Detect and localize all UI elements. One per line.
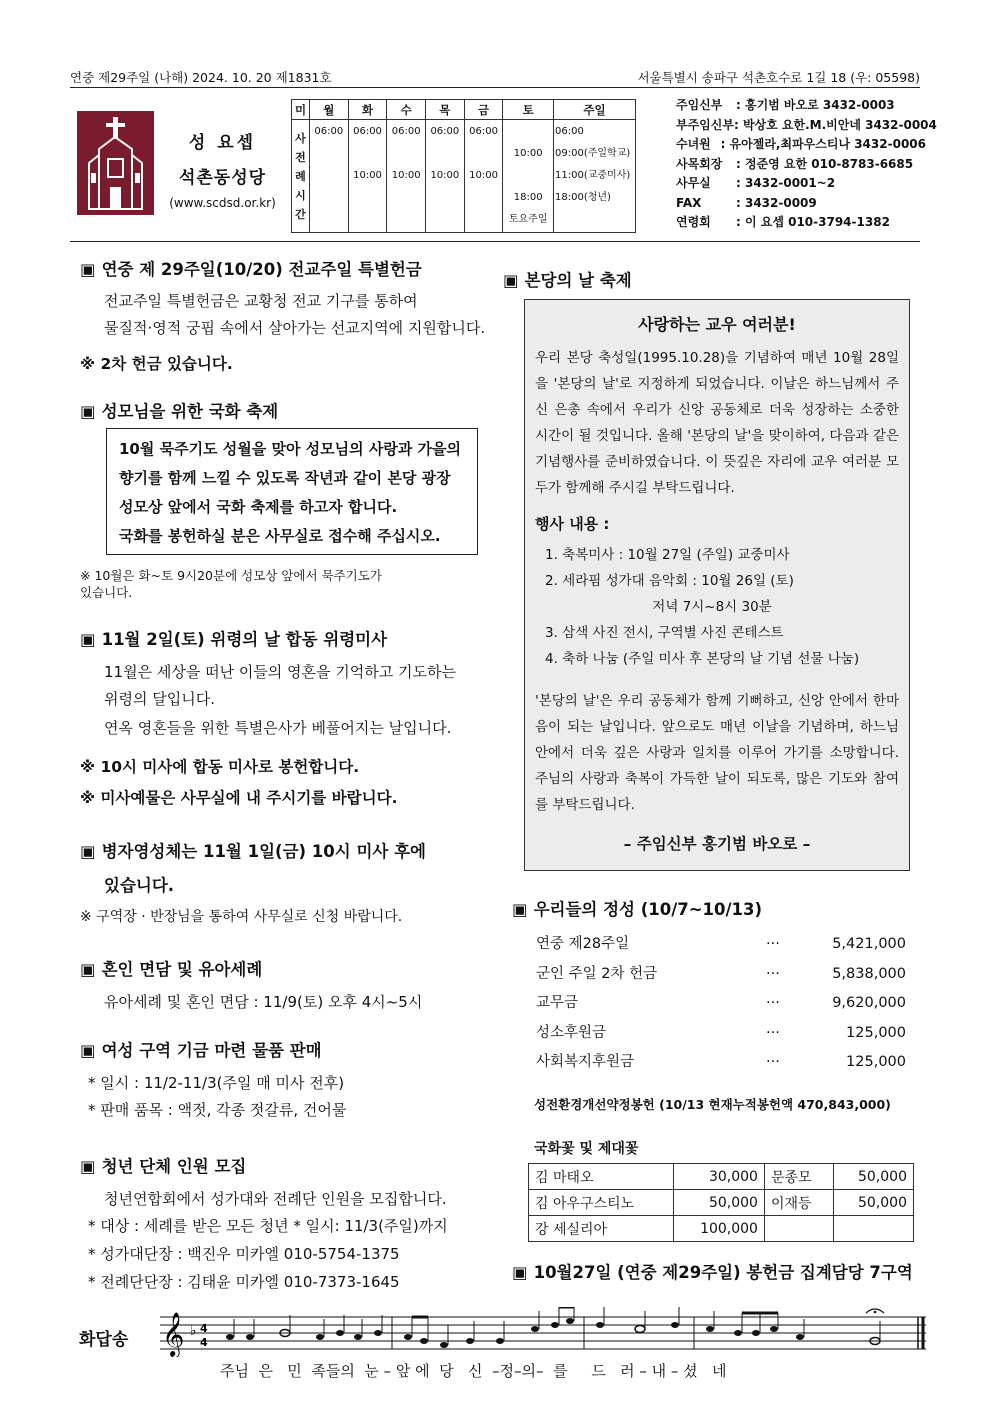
mass-col-wed: 06:00 10:00: [387, 120, 426, 233]
psalm-lyrics: 주님 은 민 족들의 눈 – 앞 에 당 신 –정–의– 를 드 러 – 내 – 셨 네: [220, 1362, 727, 1380]
offerings-list: [536, 930, 906, 1078]
issue-info: 연중 제29주일 (나해) 2024. 10. 20 제1831호: [70, 70, 332, 85]
square-bullet-icon: ▣: [503, 271, 519, 290]
square-bullet-icon: ▣: [80, 960, 96, 979]
mass-schedule-table: [291, 99, 636, 233]
section-title: 11월 2일(토) 위령의 날 합동 위령미사: [101, 630, 388, 649]
paragraph: * 일시 : 11/2-11/3(주일 매 미사 전후): [88, 1074, 345, 1092]
mass-header-thu: 목: [426, 100, 465, 120]
church-name-2: 석촌동성당: [178, 168, 267, 188]
mass-col-sat: 10:00 18:00 토요주일: [503, 120, 554, 233]
mass-col-tue: 06:00 10:00: [348, 120, 387, 233]
contact-row: 수녀원 : 유아젤라,최파우스티나 3432-0006: [676, 137, 926, 151]
event-list: 1. 축복미사 : 10월 27일 (주일) 교중미사 2. 세라핌 성가대 음악회 : 10월 26일 (토) 저녁 7시~8시 30분 3. 삼색 사진 전시, 구역별 사진 콘테스트 4. 축하 나눔 (주일 미사 후 본당의 날 기념 선물 나눔): [545, 547, 860, 667]
church-name-1: 성 요셉: [188, 133, 257, 153]
contact-row: 사목회장 : 정준영 요한 010-8783-6685: [676, 156, 914, 171]
table-row: 강 세실리아 100,000: [529, 1216, 914, 1242]
church-building-icon: [77, 111, 154, 215]
events-title: 행사 내용 :: [535, 515, 610, 533]
table-row: 김 마태오 30,000 문종모 50,000: [529, 1164, 914, 1190]
paragraph: 우리 본당 축성일(1995.10.28)을 기념하여 매년 10월 28일을 '본당의 날'로 지정하게 되었습니다. 이날은 하느님께서 주신 은총 속에서 우리가 신앙 공동체로 더욱 성장하는 소중한 시간이 될 것입니다. 올해 '본당의 날'을 맞이하여, 다음과 같은 기념행사를 준비하였습니다. 이 뜻깊은 자리에 교우 여러분 모두가 함께해 주시길 부탁드립니다.: [535, 350, 899, 496]
paragraph: * 성가대단장 : 백진우 미카엘 010-5754-1375: [88, 1245, 400, 1263]
section-title: 혼인 면담 및 유아세례: [101, 960, 263, 979]
mass-header-sat: 토: [503, 100, 554, 120]
list-item: 성소후원금 ··· 125,000: [536, 1024, 906, 1041]
square-bullet-icon: ▣: [512, 1263, 528, 1282]
note: ※ 10월은 화~토 9시20분에 성모상 앞에서 묵주기도가 있습니다.: [80, 568, 382, 600]
note: ※ 2차 헌금 있습니다.: [80, 355, 233, 373]
section-title: 10월27일 (연중 제29주일) 봉헌금 집계담당 7구역: [533, 1263, 913, 1282]
note: ※ 미사예물은 사무실에 내 주시기를 바랍니다.: [80, 789, 398, 807]
paragraph: * 전례단단장 : 김태윤 미카엘 010-7373-1645: [88, 1273, 400, 1291]
section-mission-sunday: [80, 256, 422, 280]
mass-col-fri: 06:00 10:00: [464, 120, 503, 233]
music-notation-icon: [160, 1307, 930, 1357]
mass-col-thu: 06:00 10:00: [426, 120, 465, 233]
paragraph: 연옥 영혼들을 위한 특별은사가 베풀어지는 날입니다.: [104, 719, 452, 737]
section-title: 여성 구역 기금 마련 물품 판매: [101, 1041, 322, 1060]
building-fund-line: 성전환경개선약정봉헌 (10/13 현재누적봉헌액 470,843,000): [534, 1097, 891, 1112]
paragraph: 전교주일 특별헌금은 교황청 전교 기구를 통하여: [104, 292, 418, 310]
section-title: 청년 단체 인원 모집: [101, 1157, 247, 1176]
psalm-label: 화답송: [79, 1330, 129, 1350]
mass-header-wed: 수: [387, 100, 426, 120]
mass-header-tue: 화: [348, 100, 387, 120]
section-title: 연중 제 29주일(10/20) 전교주일 특별헌금: [101, 260, 422, 279]
flower-table: [528, 1163, 914, 1242]
paragraph: 위령의 달입니다.: [104, 690, 215, 708]
paragraph: * 판매 품목 : 액젓, 각종 젓갈류, 건어물: [88, 1101, 347, 1119]
square-bullet-icon: ▣: [80, 630, 96, 649]
list-item: 사회복지후원금 ··· 125,000: [536, 1054, 906, 1070]
section-parish-day: [503, 267, 632, 291]
section-marriage-baptism: [80, 956, 262, 980]
section-women-sale: [80, 1037, 322, 1061]
section-collection-duty: [512, 1259, 913, 1283]
header-divider: [70, 241, 920, 242]
paragraph: * 대상 : 세례를 받은 모든 청년 * 일시: 11/3(주일)까지: [88, 1217, 448, 1235]
mass-col-sun: 06:00 09:00(주일학교) 11:00(교중미사) 18:00(청년): [554, 120, 636, 233]
section-title: 본당의 날 축제: [524, 271, 632, 290]
paragraph: 물질적·영적 궁핍 속에서 살아가는 선교지역에 지원합니다.: [104, 319, 486, 337]
section-offerings: [512, 896, 762, 920]
svg-text:♭: ♭: [190, 1323, 197, 1339]
box-title: 사랑하는 교우 여러분!: [638, 315, 796, 334]
section-title: 우리들의 정성 (10/7~10/13): [533, 900, 763, 919]
section-title: 병자영성체는 11월 1일(금) 10시 미사 후에: [101, 842, 426, 861]
section-sick-communion: ▣ 병자영성체는 11월 1일(금) 10시 미사 후에 있습니다.: [80, 842, 426, 895]
section-chrysanthemum: [80, 398, 278, 422]
music-staff: [160, 1307, 930, 1361]
svg-text:4: 4: [200, 1336, 208, 1349]
chrysanthemum-notice-box: 10월 묵주기도 성월을 맞아 성모님의 사랑과 가을의 향기를 함께 느낄 수 있도록 작년과 같이 본당 광장 성모상 앞에서 국화 축제를 하고자 합니다. 국화를 봉헌하실 분은 사무실로 접수해 주십시오.: [106, 428, 478, 555]
contact-row: 주임신부 : 홍기범 바오로 3432-0003: [676, 98, 895, 112]
square-bullet-icon: ▣: [80, 1157, 96, 1176]
church-name-block: [160, 128, 285, 210]
svg-text:4: 4: [200, 1322, 208, 1335]
section-all-souls: [80, 626, 387, 650]
paragraph: 유아세례 및 혼인 면담 : 11/9(토) 오후 4시~5시: [104, 993, 423, 1011]
paragraph: 11월은 세상을 떠난 이들의 영혼을 기억하고 기도하는: [104, 663, 456, 681]
paragraph: 청년연합회에서 성가대와 전례단 인원을 모집합니다.: [104, 1190, 447, 1208]
square-bullet-icon: ▣: [512, 900, 528, 919]
flower-title: 국화꽃 및 제대꽃: [534, 1141, 639, 1157]
list-item: 교무금 ··· 9,620,000: [536, 995, 906, 1011]
church-website: (www.scdsd.or.kr): [169, 196, 276, 210]
note: ※ 10시 미사에 합동 미사로 봉헌합니다.: [80, 758, 360, 776]
church-logo: [77, 111, 154, 215]
note: ※ 구역장 · 반장님을 통하여 사무실로 신청 바랍니다.: [80, 909, 403, 925]
top-info-line: [70, 66, 920, 88]
square-bullet-icon: ▣: [80, 842, 96, 861]
paragraph: '본당의 날'은 우리 공동체가 함께 기뻐하고, 신앙 안에서 한마음이 되는 날입니다. 앞으로도 매년 이날을 기념하며, 하느님 안에서 더욱 깊은 사랑과 일치를 이루어 가기를 소망합니다. 주님의 사랑과 축복이 가득한 날이 되도록, 많은 기도와 참여를 부탁드립니다.: [535, 693, 899, 813]
mass-header-fri: 금: [464, 100, 503, 120]
mass-side-label-0: 미: [292, 100, 310, 120]
parish-day-box: [524, 299, 910, 871]
square-bullet-icon: ▣: [80, 402, 96, 421]
list-item: 군인 주일 2차 헌금 ··· 5,838,000: [536, 965, 906, 982]
mass-header-sun: 주일: [554, 100, 636, 120]
contact-row: 사무실 : 3432-0001~2: [676, 176, 836, 190]
square-bullet-icon: ▣: [80, 1041, 96, 1060]
svg-text:𝄞: 𝄞: [162, 1312, 185, 1356]
church-address: 서울특별시 송파구 석촌호수로 1길 18 (우: 05598): [637, 70, 920, 85]
mass-side-label: 사 전 례 시 간: [292, 120, 310, 233]
contact-list: [676, 96, 937, 233]
section-title: 성모님을 위한 국화 축제: [101, 402, 279, 421]
section-youth-recruit: [80, 1153, 246, 1177]
contact-row: 부주임신부 : 박상호 요한.M.비안네 3432-0004: [676, 117, 937, 132]
mass-col-mon: 06:00: [310, 120, 349, 233]
mass-header-mon: 월: [310, 100, 349, 120]
contact-row: FAX : 3432-0009: [676, 195, 817, 210]
signature: – 주임신부 홍기범 바오로 –: [623, 835, 811, 853]
table-row: 김 아우구스티노 50,000 이재등 50,000: [529, 1190, 914, 1216]
contact-row: 연령회 : 이 요셉 010-3794-1382: [676, 215, 890, 229]
square-bullet-icon: ▣: [80, 260, 96, 279]
list-item: 연중 제28주일 ··· 5,421,000: [536, 936, 906, 952]
